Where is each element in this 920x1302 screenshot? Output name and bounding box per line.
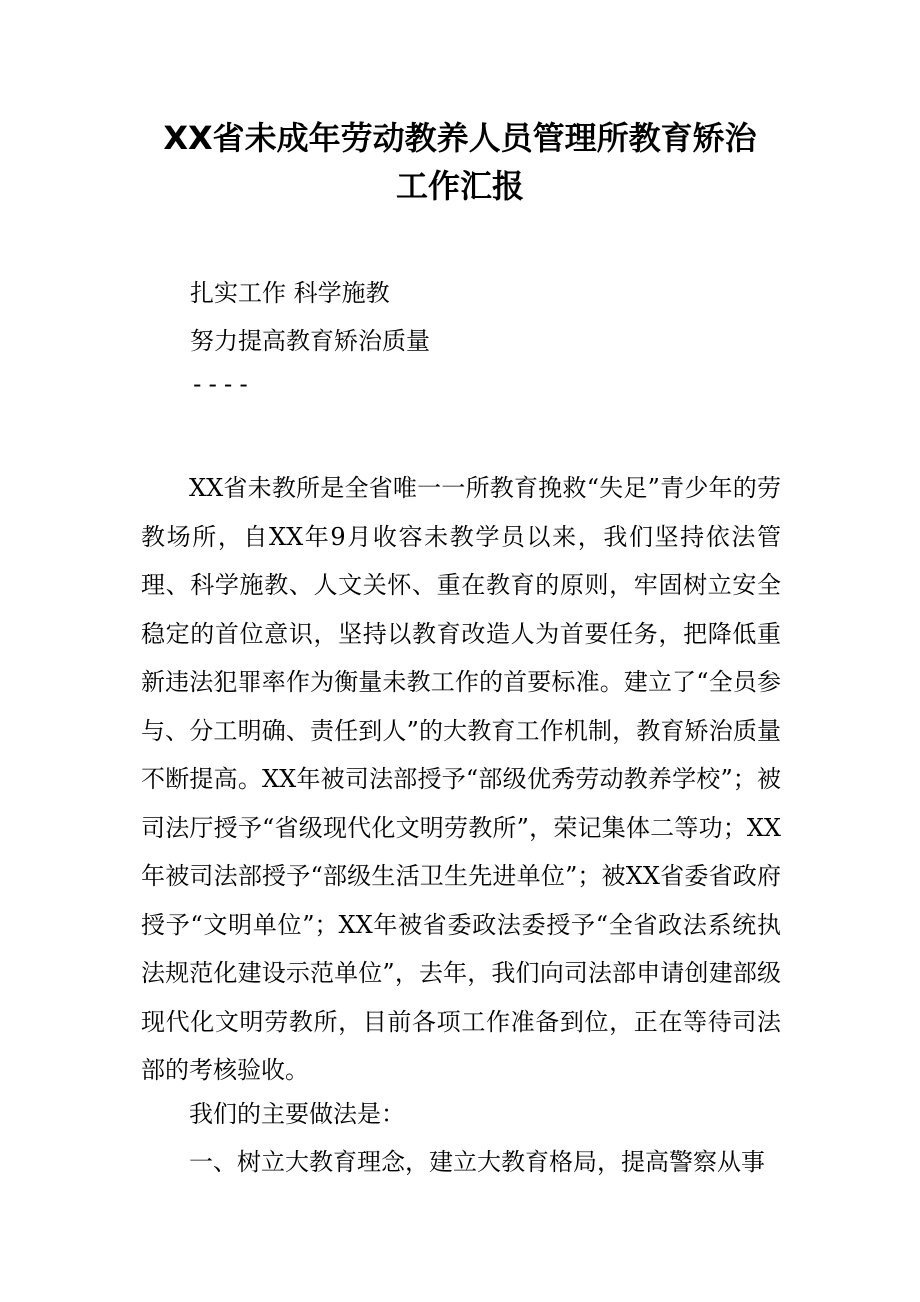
body-paragraph-intro: XX省未教所是全省唯一一所教育挽救“失足”青少年的劳教场所，自XX年9月收容未教学员以来，我们坚持依法管理、科学施教、人文关怀、重在教育的原则，牢固树立安全稳定的首位意识，坚持以教育改造人为首要任务，把降低重新违法犯罪率作为衡量未教工作的首要标准。建立了“全员参与、分工明确、责任到人”的大教育工作机制，教育矫治质量不断提高。XX年被司法部授予“部级优秀劳动教养学校”；被司法厅授予“省级现代化文明劳教所”，荣记集体二等功；XX年被司法部授予“部级生活卫生先进单位”；被XX省委省政府授予“文明单位”；XX年被省委政法委授予“全省政法系统执法规范化建设示范单位”，去年，我们向司法部申请创建部级现代化文明劳教所，目前各项工作准备到位，正在等待司法部的考核验收。 (141, 474, 781, 1084)
subtitle-line-1: 扎实工作 科学施教 (190, 279, 390, 307)
body-paragraph-section-one: 一、树立大教育理念，建立大教育格局，提高警察从事 (189, 1148, 765, 1176)
body-paragraph-main-methods: 我们的主要做法是： (189, 1100, 405, 1128)
subtitle-line-2: 努力提高教育矫治质量 (190, 327, 430, 355)
document-title-line-1: XX省未成年劳动教养人员管理所教育矫治 (163, 119, 757, 157)
separator-dashes: ---- (190, 370, 252, 398)
document-title-line-2: 工作汇报 (395, 167, 524, 205)
